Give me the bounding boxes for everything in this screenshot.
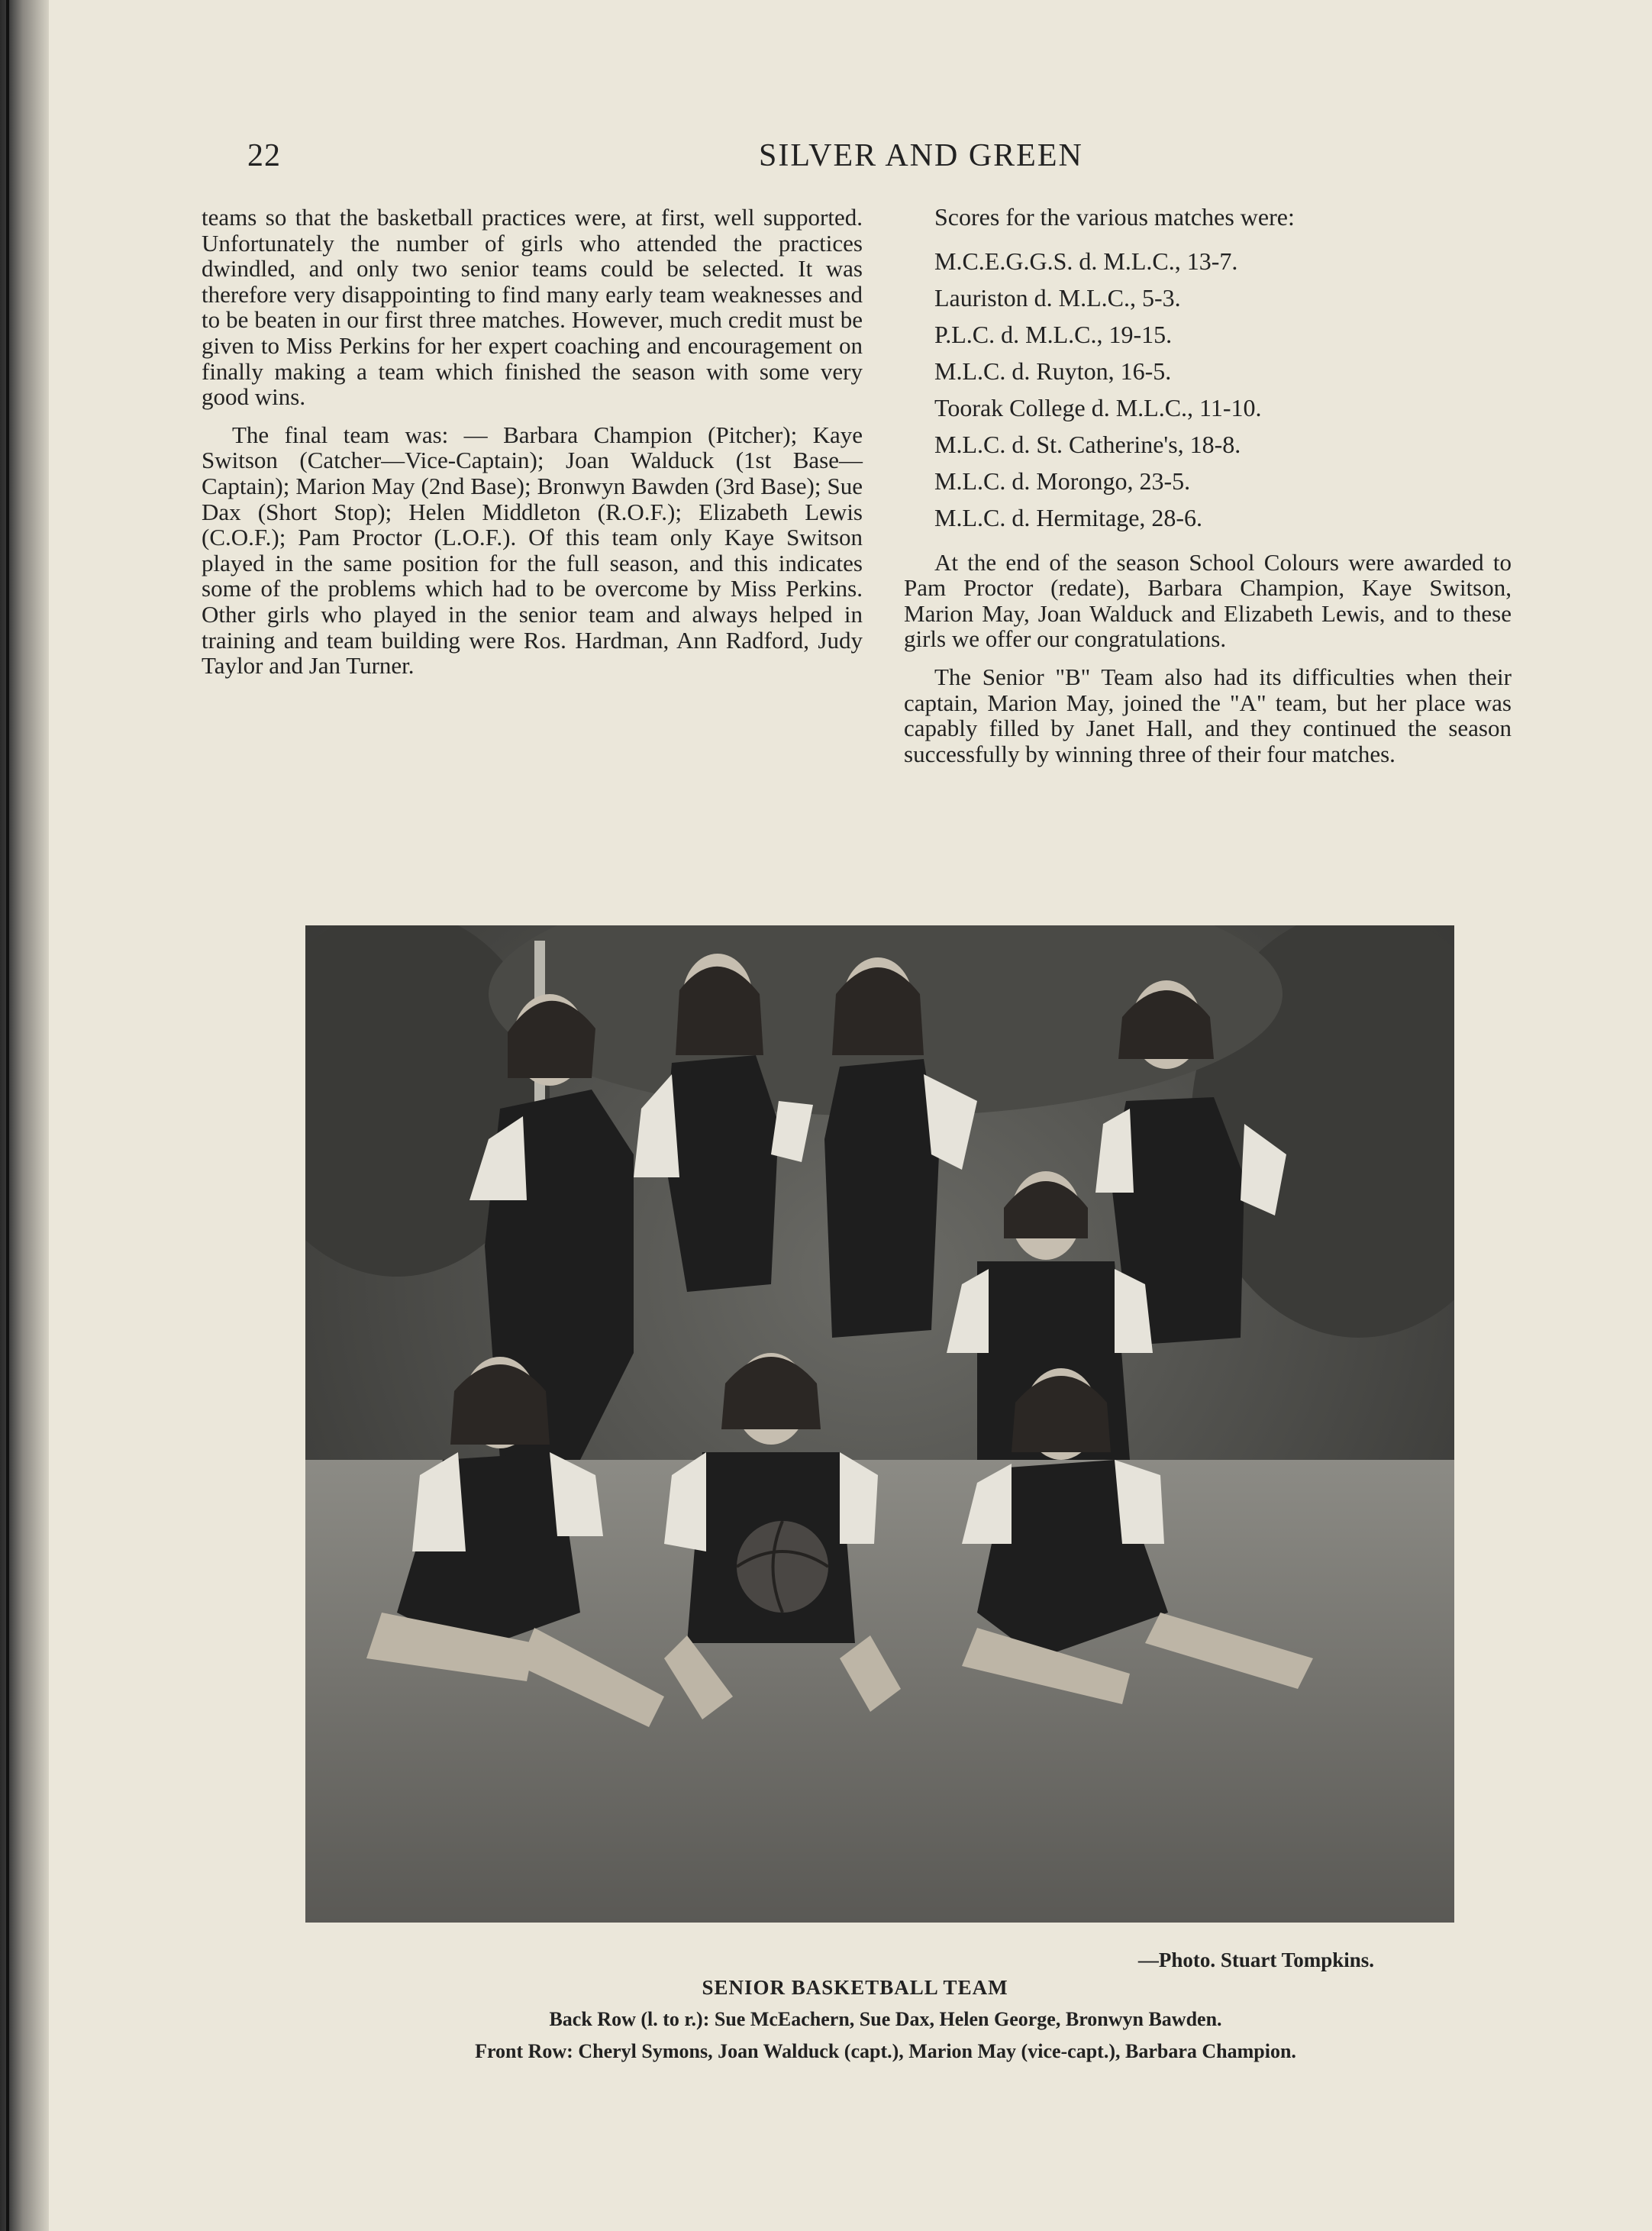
score-item: M.C.E.G.G.S. d. M.L.C., 13-7.	[934, 247, 1238, 275]
left-paragraph-1: teams so that the basketball practices were, at first, well supported. Unfortunately the number of girls who attended the practices dwindled, and only two senior teams could be selected. It was therefore very disappointing to find many early team weaknesses and to be beaten in our first three matches. However, much credit must be given to Miss Perkins for her expert coaching and encouragement on finally making a team which finished the season with some very good wins.	[202, 204, 863, 411]
score-item: P.L.C. d. M.L.C., 19-15.	[934, 320, 1173, 348]
right-column	[904, 205, 1512, 779]
scores-list	[904, 243, 1512, 536]
photo-caption-title: SENIOR BASKETBALL TEAM	[702, 1976, 1008, 1999]
team-photograph	[305, 925, 1454, 1923]
scores-intro: Scores for the various matches were:	[934, 203, 1295, 231]
team-photo-image	[305, 925, 1454, 1923]
score-item: M.L.C. d. Ruyton, 16-5.	[934, 357, 1172, 385]
right-paragraph-2: The Senior "B" Team also had its difficulties when their captain, Marion May, joined the "A" team, but her place was capably filled by Janet Hall, and they continued the season successfully by winning three of their four matches.	[904, 663, 1512, 767]
left-column	[202, 205, 863, 691]
score-item: Toorak College d. M.L.C., 11-10.	[934, 393, 1262, 421]
left-paragraph-2: The final team was: — Barbara Champion (Pitcher); Kaye Switson (Catcher—Vice-Captain); Joan Walduck (1st Base—Captain); Marion May (2nd Base); Bronwyn Bawden (3rd Base); Sue Dax (Short Stop); Helen Middleton (R.O.F.); Elizabeth Lewis (C.O.F.); Pam Proctor (L.O.F.). Of this team only Kaye Switson played in the same position for the full season, and this indicates some of the problems which had to be overcome by Miss Perkins. Other girls who played in the senior team and always helped in training and team building were Ros. Hardman, Ann Radford, Judy Taylor and Jan Turner.	[202, 421, 863, 680]
right-paragraph-1: At the end of the season School Colours were awarded to Pam Proctor (redate), Barbara Champion, Kaye Switson, Marion May, Joan Walduck and Elizabeth Lewis, and to these girls we offer our congratulations.	[904, 548, 1512, 653]
page-header	[247, 137, 1576, 191]
running-title: SILVER AND GREEN	[759, 138, 1083, 173]
photo-caption-front-row: Front Row: Cheryl Symons, Joan Walduck (capt.), Marion May (vice-capt.), Barbara Champion.	[475, 2040, 1296, 2062]
score-item: M.L.C. d. Morongo, 23-5.	[934, 467, 1191, 495]
page-number: 22	[247, 138, 281, 173]
page-edge-line	[6, 0, 9, 2231]
photo-credit: —Photo. Stuart Tompkins.	[1137, 1948, 1374, 1971]
score-item: M.L.C. d. St. Catherine's, 18-8.	[934, 430, 1241, 458]
photo-caption-back-row: Back Row (l. to r.): Sue McEachern, Sue Dax, Helen George, Bronwyn Bawden.	[549, 2008, 1222, 2030]
score-item: Lauriston d. M.L.C., 5-3.	[934, 283, 1181, 312]
score-item: M.L.C. d. Hermitage, 28-6.	[934, 503, 1203, 531]
